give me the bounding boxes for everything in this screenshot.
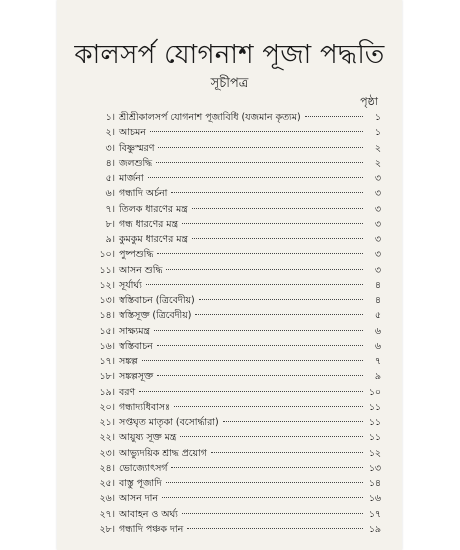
toc-page-number: ৩ xyxy=(374,218,381,230)
toc-page-number: ১৭ xyxy=(368,508,381,520)
toc-row xyxy=(79,446,381,461)
toc-title: জলশুদ্ধি xyxy=(119,157,153,169)
toc-leader xyxy=(182,513,363,514)
toc-title: আয়ুষ্য সূক্ত মন্ত্র xyxy=(119,432,177,444)
toc-leader xyxy=(139,391,363,392)
toc-row xyxy=(79,415,381,430)
toc-number: ১৯। xyxy=(99,386,115,398)
toc-row xyxy=(79,491,381,506)
toc-leader xyxy=(223,421,363,422)
toc-row xyxy=(79,202,381,217)
toc-row xyxy=(79,522,381,537)
toc-leader xyxy=(148,177,363,178)
toc-title: মার্জনা xyxy=(119,173,144,184)
toc-title: সঙ্কল্পসূক্ত xyxy=(119,371,154,383)
toc-title: পুষ্পশুদ্ধি xyxy=(119,249,154,261)
toc-page-number: ১৯ xyxy=(368,523,381,535)
toc-row xyxy=(79,400,381,415)
toc-leader xyxy=(211,452,363,453)
toc-number: ২৮। xyxy=(99,523,115,535)
toc-number: ১৭। xyxy=(99,356,115,367)
toc-row xyxy=(79,263,381,278)
toc-page-number: ১১ xyxy=(368,417,381,428)
toc-title: সাক্ষ্যমন্ত্র xyxy=(119,325,150,337)
toc-title: বরণ xyxy=(119,386,136,398)
toc-page-number: ১ xyxy=(374,127,381,139)
toc-title: আচমন xyxy=(119,127,146,139)
toc-number: ১৬। xyxy=(99,340,115,352)
toc-page-number: ৭ xyxy=(374,356,381,367)
toc-row xyxy=(79,156,381,171)
toc-title: আভ্যুদয়িক শ্রাদ্ধ প্রয়োগ xyxy=(119,447,207,459)
toc-row xyxy=(79,232,381,247)
toc-number: ১০। xyxy=(99,249,115,261)
toc-leader xyxy=(182,223,363,224)
toc-leader xyxy=(146,284,363,285)
toc-row xyxy=(79,461,381,476)
toc-title: স্বস্তিবাচন xyxy=(119,340,153,352)
toc-leader xyxy=(192,238,363,239)
toc-page-number: ৩ xyxy=(374,249,381,261)
toc-number: ৮। xyxy=(105,218,115,230)
toc-page-number: ৬ xyxy=(374,340,381,352)
toc-number: ২৬। xyxy=(99,493,115,505)
toc-row xyxy=(79,171,381,186)
toc-number: ২। xyxy=(105,127,115,139)
toc-number: ৪। xyxy=(105,157,115,169)
toc-leader xyxy=(305,116,363,117)
toc-number: ৩। xyxy=(105,142,115,154)
toc-row xyxy=(79,476,381,491)
toc-row xyxy=(79,385,381,400)
toc-title: সূর্যার্ঘ্য xyxy=(119,279,142,291)
toc-page-number: ১৩ xyxy=(368,462,381,474)
toc-page-number: ১৬ xyxy=(368,493,381,505)
toc-leader xyxy=(158,147,363,148)
book-page xyxy=(57,0,402,550)
toc-number: ৯। xyxy=(105,234,115,245)
toc-title: সঙ্কল্প xyxy=(119,356,138,367)
toc-leader xyxy=(162,497,363,498)
toc-row xyxy=(79,308,381,323)
toc-title: আসন শুদ্ধি xyxy=(119,264,163,276)
toc-page-number: ৪ xyxy=(374,279,381,291)
toc-number: ২১। xyxy=(99,417,115,428)
toc-number: ১। xyxy=(105,112,115,123)
toc-leader xyxy=(157,345,363,346)
toc-page-number: ১৪ xyxy=(368,478,381,489)
toc-number: ৬। xyxy=(105,188,115,200)
toc-leader xyxy=(180,436,363,437)
toc-leader xyxy=(156,162,363,163)
toc-title: কুমকুম ধারণের মন্ত্র xyxy=(119,234,188,245)
toc-leader xyxy=(166,269,363,270)
toc-leader xyxy=(142,360,363,361)
toc-title: ভোজ্যোৎসর্গ xyxy=(119,462,168,474)
table-of-contents xyxy=(79,110,381,537)
page-title: কালসর্প যোগনাশ পূজা পদ্ধতি xyxy=(74,40,385,70)
toc-page-number: ৩ xyxy=(374,264,381,276)
toc-page-number: ১১ xyxy=(368,432,381,444)
toc-page-number: ৫ xyxy=(374,310,381,322)
toc-number: ২৫। xyxy=(99,478,115,489)
toc-number: ১৪। xyxy=(99,310,115,322)
toc-leader xyxy=(166,482,363,483)
toc-leader xyxy=(195,314,363,315)
toc-title: গন্ধাদি অর্চনা xyxy=(119,188,168,200)
toc-page-number: ৩ xyxy=(374,203,381,215)
toc-leader xyxy=(171,467,363,468)
toc-leader xyxy=(171,192,363,193)
toc-number: ২২। xyxy=(99,432,115,444)
toc-number: ১৮। xyxy=(99,371,115,383)
toc-title: শ্রীশ্রীকালসর্প যোগনাশ পূজাবিধি (যজমান কৃত্যম) xyxy=(119,112,301,123)
toc-page-number: ৩ xyxy=(374,173,381,184)
toc-page-number: ৬ xyxy=(374,325,381,337)
toc-row xyxy=(79,354,381,369)
toc-page-number: ১২ xyxy=(368,447,381,459)
toc-leader xyxy=(199,299,363,300)
toc-row xyxy=(79,293,381,308)
toc-page-number: ৩ xyxy=(374,188,381,200)
toc-number: ১৫। xyxy=(99,325,115,337)
toc-title: তিলক ধারণের মন্ত্র xyxy=(119,203,188,215)
toc-row xyxy=(79,247,381,262)
toc-number: ২৪। xyxy=(99,462,115,474)
toc-number: ২৭। xyxy=(99,508,115,520)
toc-page-number: ৪ xyxy=(374,295,381,306)
toc-page-number: ২ xyxy=(374,157,381,169)
toc-title: বিষ্ণুস্মরণ xyxy=(119,142,155,154)
toc-row xyxy=(79,110,381,125)
page-subtitle: সূচীপত্র xyxy=(210,76,249,91)
toc-row xyxy=(79,324,381,339)
toc-page-number: ২ xyxy=(374,142,381,154)
toc-title: গন্ধাদি পঞ্চক দান xyxy=(119,523,184,535)
toc-leader xyxy=(154,330,363,331)
toc-title: আসন দান xyxy=(119,493,158,505)
toc-number: ২০। xyxy=(99,401,115,413)
toc-title: বাস্তু পূজাদি xyxy=(119,478,162,489)
toc-page-number: ৯ xyxy=(374,371,381,383)
page-column-header: পৃষ্ঠা xyxy=(360,95,378,108)
toc-leader xyxy=(187,528,363,529)
toc-title: আবাহন ও অর্ঘ্য xyxy=(119,508,178,520)
toc-row xyxy=(79,278,381,293)
toc-row xyxy=(79,507,381,522)
toc-row xyxy=(79,339,381,354)
toc-title: স্বস্তিবাচন (ত্রিবেদীয়) xyxy=(119,295,195,306)
toc-number: ১১। xyxy=(99,264,115,276)
toc-title: গন্ধ ধারণের মন্ত্র xyxy=(119,218,178,230)
toc-leader xyxy=(157,253,363,254)
toc-row xyxy=(79,186,381,201)
toc-row xyxy=(79,217,381,232)
toc-leader xyxy=(174,406,363,407)
toc-number: ১২। xyxy=(99,279,115,291)
toc-title: স্বস্তিসূক্ত (ত্রিবেদীয়) xyxy=(119,310,192,322)
toc-page-number: ১১ xyxy=(368,401,381,413)
toc-page-number: ১ xyxy=(374,112,381,123)
toc-row xyxy=(79,369,381,384)
toc-number: ২৩। xyxy=(99,447,115,459)
toc-page-number: ১০ xyxy=(368,386,381,398)
toc-page-number: ৩ xyxy=(374,234,381,245)
toc-row xyxy=(79,141,381,156)
toc-leader xyxy=(150,131,363,132)
toc-number: ৫। xyxy=(105,173,115,184)
toc-number: ১৩। xyxy=(99,295,115,306)
toc-row xyxy=(79,125,381,140)
toc-row xyxy=(79,430,381,445)
toc-leader xyxy=(157,375,363,376)
toc-title: সপ্তঘৃত মাতৃকা (বসোর্দ্ধারা) xyxy=(119,417,219,428)
toc-number: ৭। xyxy=(105,203,115,215)
toc-title: গন্ধাদ্যধিবাসঃ xyxy=(119,401,170,413)
toc-leader xyxy=(192,208,363,209)
